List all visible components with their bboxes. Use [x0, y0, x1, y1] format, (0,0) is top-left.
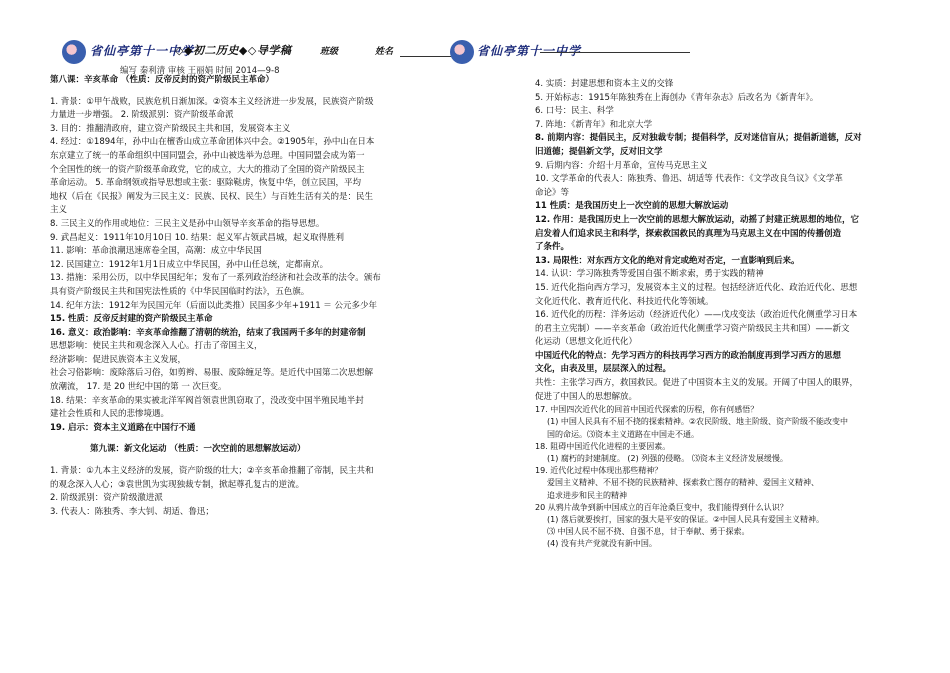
- text-line: (1) 中国人民具有不屈不挠的探索精神。②农民阶级、地主阶级、资产阶级不能改变中: [547, 417, 849, 427]
- text-line: 旧道德；提倡新文学，反对旧文学: [535, 146, 663, 157]
- text-line: 的观念深入人心；③袁世凯为实现独裁专制，掀起尊孔复古的逆流。: [50, 479, 305, 490]
- school-seal-icon: [450, 40, 474, 64]
- text-line: 7. 阵地：《新青年》和北京大学: [535, 119, 653, 130]
- text-line: 共性：主张学习西方，救国救民。促进了中国资本主义的发展。开阔了中国人的眼界，: [535, 378, 859, 389]
- text-line: 8. 三民主义的作用或地位：三民主义是孙中山领导辛亥革命的指导思想。: [50, 218, 325, 229]
- text-line: 19. 启示：资本主义道路在中国行不通: [50, 422, 196, 433]
- text-line: 15. 近代化指向西方学习，发展资本主义的过程。包括经济近代化、政治近代化、思想: [535, 282, 858, 293]
- text-line: 建社会性质和人民的悲惨境遇。: [50, 409, 170, 420]
- text-line: ⑶ 中国人民不屈不挠、自强不息，甘于奉献、勇于探索。: [547, 527, 750, 537]
- text-line: 革命运动。 5. 革命纲领或指导思想或主张：驱除鞑虏，恢复中华，创立民国，平均: [50, 178, 362, 189]
- text-line: 力量进一步增强。 2. 阶级派别：资产阶级革命派: [50, 110, 234, 121]
- text-line: 具有资产阶级民主共和国宪法性质的《中华民国临时约法》，五色旗。: [50, 286, 310, 297]
- text-line: 20 从鸦片战争到新中国成立的百年沧桑巨变中，我们能得到什么认识？: [535, 502, 788, 512]
- section-9-nature: （性质：一次空前的思想解放运动）: [169, 444, 306, 455]
- text-line: 经济影响：促进民族资本主义发展，: [50, 354, 187, 365]
- text-line: (1) 腐朽的封建制度。 (2) 列强的侵略。 ⑶资本主义经济发展缓慢。: [547, 454, 788, 464]
- text-line: 11. 影响：革命浪潮迅速席卷全国，高潮：成立中华民国: [50, 246, 262, 257]
- section-8-heading: [50, 74, 470, 88]
- left-content: [50, 74, 470, 519]
- section-8-nature: （性质：反帝反封的资产阶级民主革命）: [120, 75, 274, 85]
- text-line: 3. 代表人：陈独秀、李大钊、胡适、鲁迅；: [50, 506, 214, 517]
- text-line: 追求进步和民主的精神: [547, 490, 627, 500]
- text-line: 18. 阻碍中国近代化进程的主要因素。: [535, 441, 671, 451]
- text-line: 东京建立了统一的革命组织中国同盟会，孙中山被选举为总理。中国同盟会成为第一: [50, 150, 365, 161]
- text-line: 地权（后在《民报》阐发为三民主义：民族、民权、民生）与百姓生活有关的是：民生: [50, 191, 374, 202]
- text-line: 17. 中国四次近代化的回首中国近代探索的历程，你有何感悟？: [535, 405, 759, 415]
- text-line: 15. 性质：反帝反封建的资产阶级民主革命: [50, 314, 213, 325]
- text-line: 主义: [50, 205, 68, 216]
- text-line: (1) 落后就要挨打，国家的强大是平安的保证。②中国人民具有爱国主义精神。: [547, 515, 825, 525]
- school-name: 省仙亭第十一中学: [477, 44, 582, 58]
- text-line: 1. 背景：①甲午战败，民族危机日渐加深。②资本主义经济进一步发展，民族资产阶级: [50, 96, 374, 107]
- text-line: 中国近代化的特点：先学习西方的科技再学习西方的政治制度再到学习西方的思想: [535, 350, 842, 361]
- text-line: 放潮流， 17. 是 20 世纪中国的第 一 次巨变。: [50, 382, 227, 393]
- text-line: 了条件。: [535, 242, 570, 253]
- text-line: 4. 实质：封建思想和资本主义的交锋: [535, 79, 674, 89]
- text-line: 的君主立宪制）——辛亥革命（政治近代化侧重学习资产阶级民主共和国）——新文: [535, 323, 850, 334]
- text-line: 5. 开始标志：1915年陈独秀在上海创办《青年杂志》后改名为《新青年》。: [535, 92, 819, 103]
- right-page: [477, 0, 935, 673]
- text-line: 11 性质：是我国历史上一次空前的思想大解放运动: [535, 201, 729, 212]
- text-line: 16. 意义：政治影响：辛亥革命推翻了清朝的统治，结束了我国两千多年的封建帝制: [50, 327, 366, 338]
- name-label: 姓名: [375, 47, 394, 57]
- school-seal-icon: [62, 40, 86, 64]
- right-content: [535, 78, 935, 551]
- text-line: 12. 民国建立：1912年1月1日成立中华民国，孙中山任总统，定都南京。: [50, 259, 329, 270]
- author-line: 编写 秦利清 审核 王丽娟 时间 2014—9-8: [120, 66, 280, 76]
- class-label: 班级: [320, 47, 339, 57]
- left-page: [50, 0, 470, 673]
- text-line: 13. 局限性：对东西方文化的绝对肯定或绝对否定，一直影响到后来。: [535, 255, 800, 266]
- text-line: 启发着人们追求民主和科学，探索救国救民的真理为马克思主义在中国的传播创造: [535, 228, 842, 239]
- text-line: 10. 文学革命的代表人：陈独秀、鲁迅、胡适等 代表作：《文学改良刍议》《文学革: [535, 174, 843, 185]
- text-line: 14. 纪年方法：1912年为民国元年（后面以此类推）民国多少年+1911 ＝ 公元多少年: [50, 300, 378, 311]
- text-line: 促进了中国人的思想解放。: [535, 391, 638, 402]
- text-line: 爱国主义精神、不屈不挠的民族精神、探索救亡图存的精神、爱国主义精神、: [547, 478, 819, 488]
- text-line: 思想影响：使民主共和观念深入人心。打击了帝国主义，: [50, 341, 263, 352]
- text-line: (4) 没有共产党就没有新中国。: [547, 539, 657, 549]
- right-header: [477, 0, 935, 58]
- text-line: 化运动（思想文化近代化）: [535, 337, 638, 348]
- text-line: 个全国性的统一的资产阶级革命政党，它的成立，大大的推动了全国的资产阶级民主: [50, 164, 365, 175]
- doc-title: ◇◆初二历史◆◇导学稿: [175, 44, 292, 57]
- text-line: 命论》等: [535, 187, 570, 198]
- text-line: 8. 前期内容：提倡民主，反对独裁专制；提倡科学，反对迷信盲从；提倡新道德，反对: [535, 133, 862, 144]
- section-9-title: 第九课：新文化运动: [90, 444, 167, 455]
- text-line: 文化近代化、教育近代化、科技近代化等领域。: [535, 296, 714, 307]
- text-line: 2. 阶级派别：资产阶级激进派: [50, 493, 163, 504]
- text-line: 9. 后期内容：介绍十月革命，宣传马克思主义: [535, 160, 708, 171]
- text-line: 16. 近代化的历程：洋务运动（经济近代化）——戊戌变法（政治近代化侧重学习日本: [535, 310, 858, 321]
- section-8-title: 第八课：辛亥革命: [50, 75, 119, 85]
- text-line: 13. 措施：采用公历，以中华民国纪年；发布了一系列政治经济和社会改革的法令。颁布: [50, 273, 381, 284]
- section-9-heading: [50, 443, 470, 457]
- text-line: 9. 武昌起义：1911年10月10日 10. 结果：起义军占领武昌城，起义取得胜利: [50, 232, 344, 243]
- text-line: 19. 近代化过程中体现出那些精神？: [535, 466, 663, 476]
- text-line: 18. 结果：辛亥革命的果实被北洋军阀首领袁世凯窃取了，没改变中国半殖民地半封: [50, 395, 364, 406]
- text-line: 12. 作用：是我国历史上一次空前的思想大解放运动，动摇了封建正统思想的地位，它: [535, 214, 860, 225]
- text-line: 6. 口号：民主、科学: [535, 106, 614, 117]
- left-header: [50, 0, 470, 58]
- text-line: 3. 目的：推翻清政府，建立资产阶级民主共和国，发展资本主义: [50, 123, 291, 134]
- header-rule: [540, 52, 690, 53]
- text-line: 文化，由表及里，层层深入的过程。: [535, 364, 672, 375]
- text-line: 4. 经过：①1894年，孙中山在檀香山成立革命团体兴中会。②1905年，孙中山在日本: [50, 137, 375, 148]
- school-name: 省仙亭第十一中学: [90, 44, 195, 58]
- text-line: 国的命运。⑶资本主义道路在中国走不通。: [547, 429, 699, 439]
- text-line: 1. 背景：①九本主义经济的发展，资产阶级的壮大；②辛亥革命推翻了帝制，民主共和: [50, 466, 374, 477]
- text-line: 社会习俗影响：废除落后习俗，如剪辫、易服、废除缠足等。是近代中国第二次思想解: [50, 368, 374, 379]
- text-line: 14. 认识：学习陈独秀等爱国自强不断求索，勇于实践的精神: [535, 269, 764, 280]
